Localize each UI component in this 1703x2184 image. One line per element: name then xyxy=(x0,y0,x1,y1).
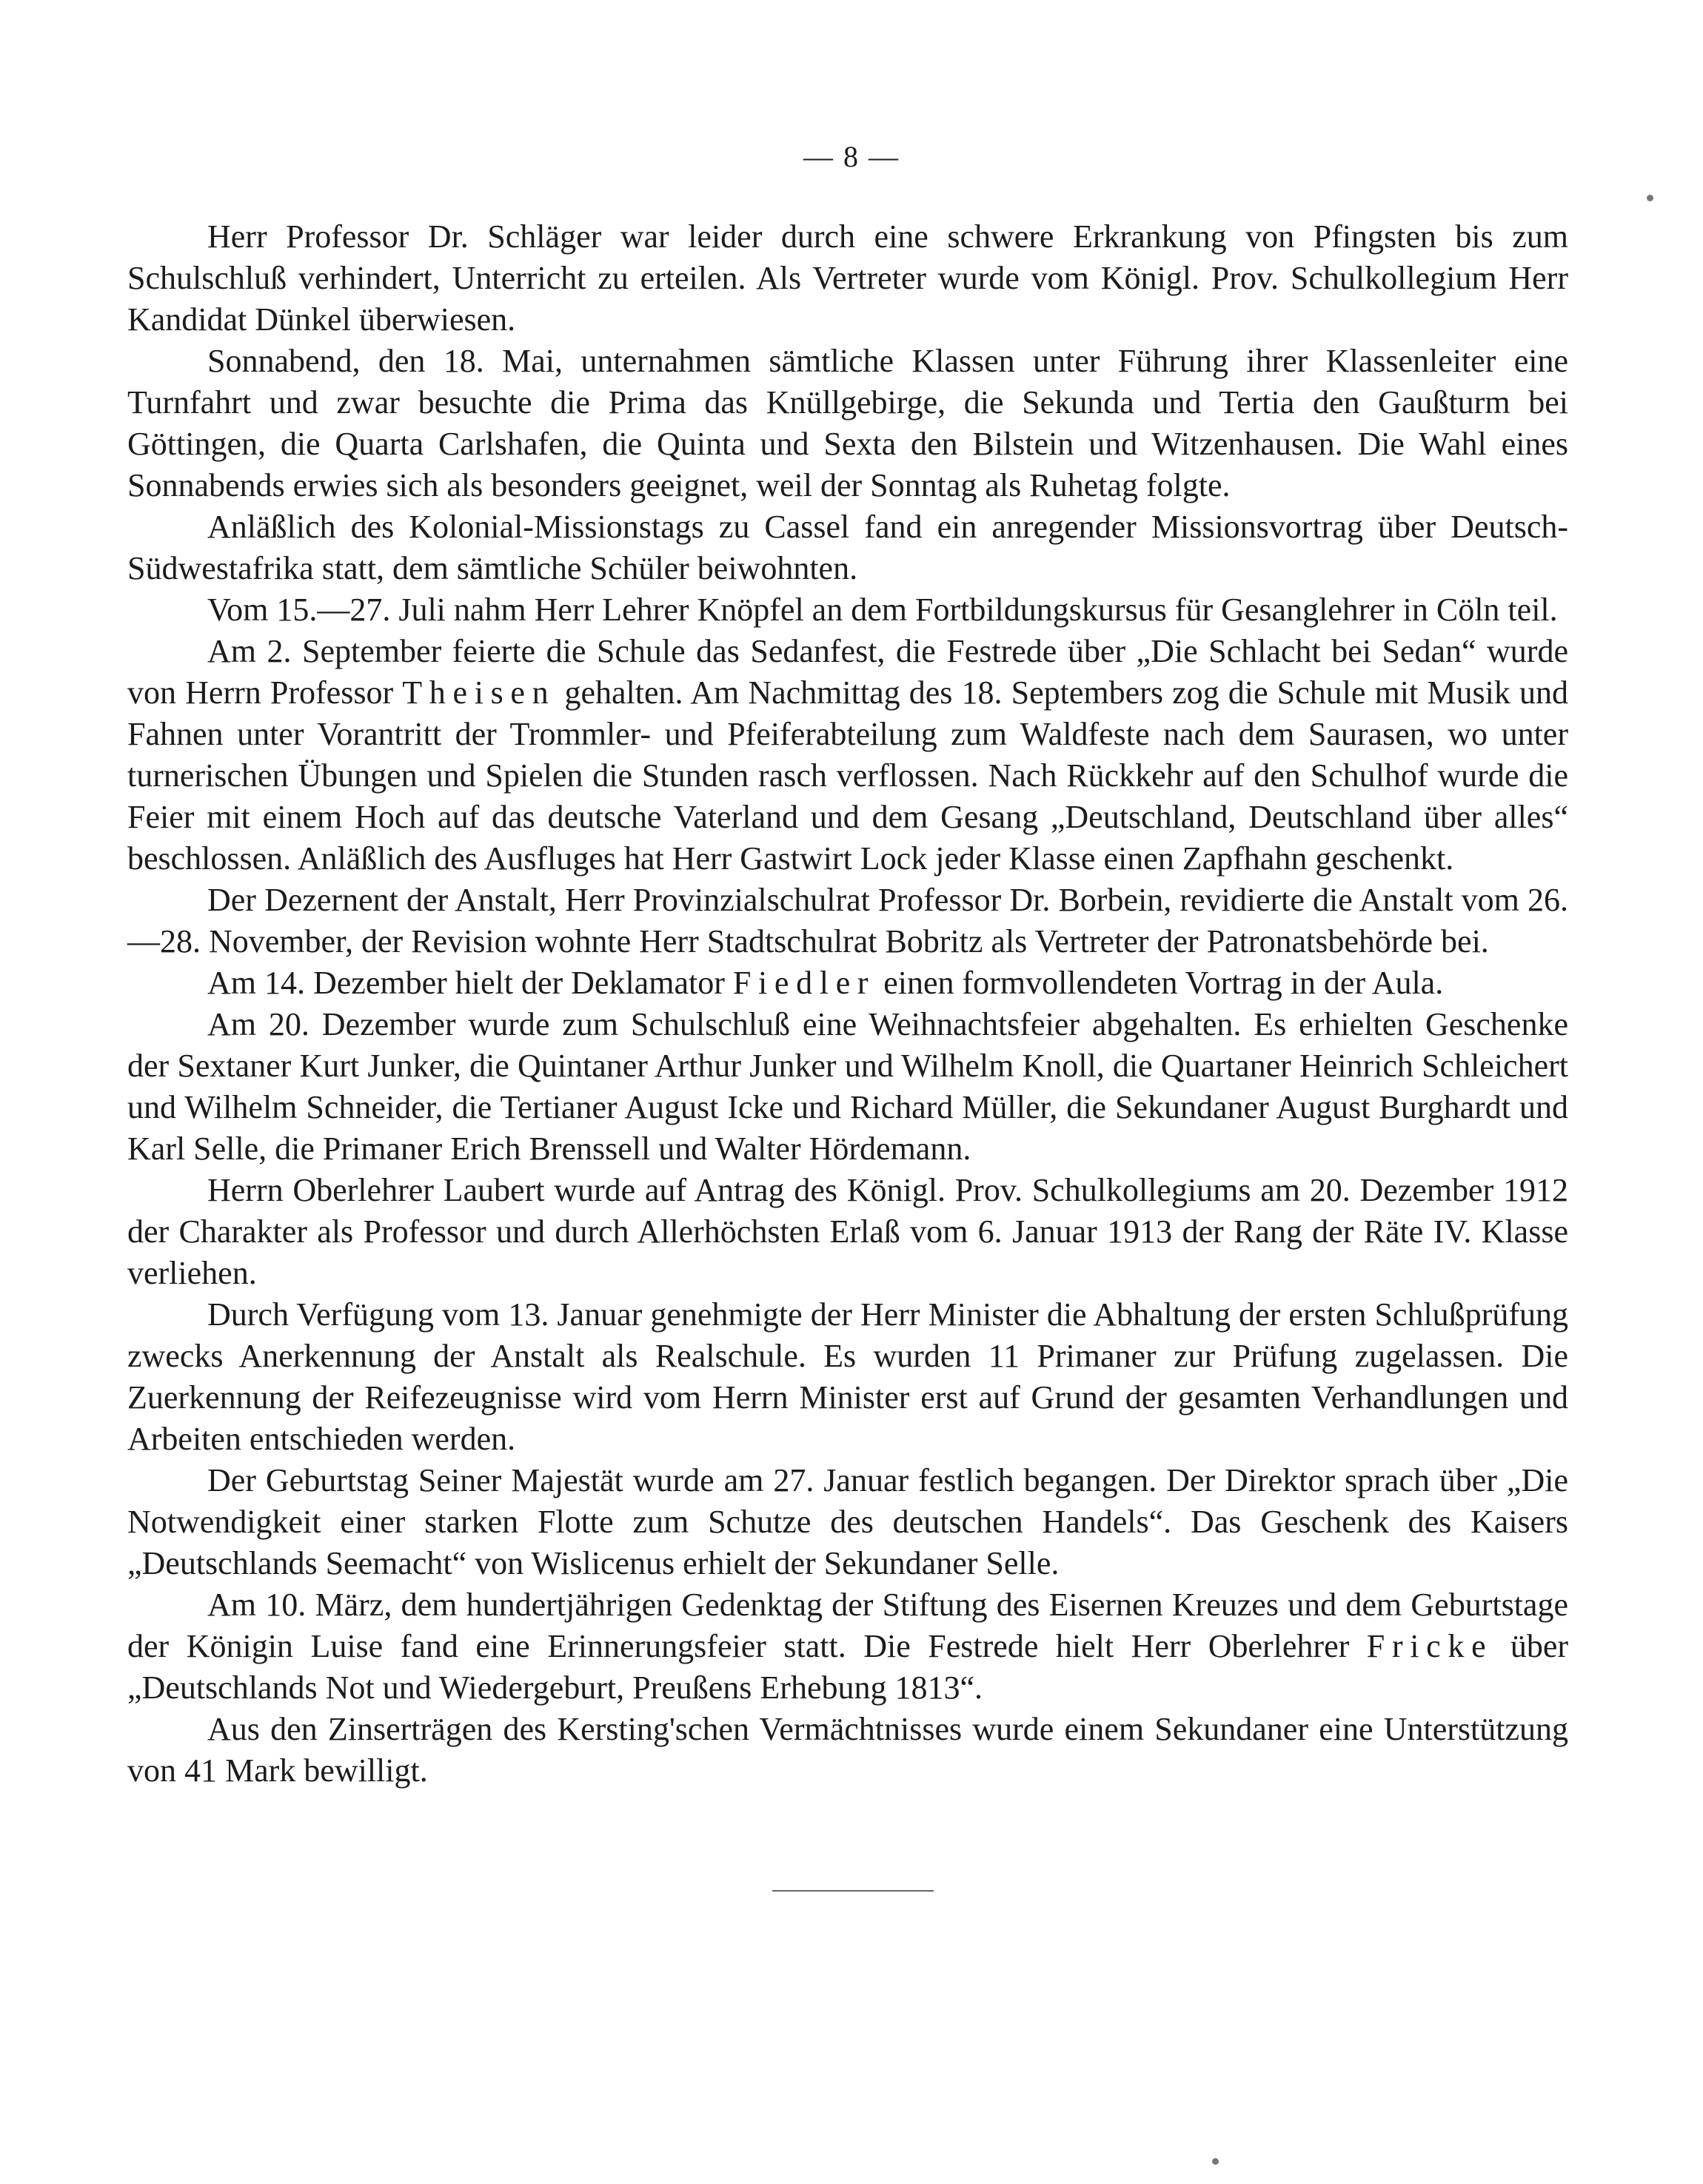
page-number: — 8 — xyxy=(803,140,900,173)
paper-speck xyxy=(1647,195,1653,201)
deklamator-text-end: einen formvollendeten Vortrag in der Aula. xyxy=(875,965,1444,1001)
end-rule xyxy=(772,1890,934,1892)
speaker-name-fricke: Fricke xyxy=(1366,1628,1493,1664)
paragraph-sedanfest xyxy=(127,631,1568,880)
paragraph-fortbildungskursus: Vom 15.—27. Juli nahm Herr Lehrer Knöpfel an dem Fortbildungskursus für Gesanglehrer in Cöln teil. xyxy=(207,592,1558,628)
paragraph-schlaeger: Herr Professor Dr. Schläger war leider durch eine schwere Erkrankung von Pfingsten bis zum Schulschluß verhindert, Unterricht zu erteilen. Als Vertreter wurde vom Königl. Prov. Schulkollegium Herr Kandidat Dünkel überwiesen. xyxy=(127,218,1568,338)
paragraph-turnfahrt: Sonnabend, den 18. Mai, unternahmen sämtliche Klassen unter Führung ihrer Klassenleiter eine Turnfahrt und zwar besuchte die Prima das Knüllgebirge, die Sekunda und Tertia den Gaußturm bei Göttingen, die Quarta Carlshafen, die Quinta und Sexta den Bilstein und Witzenhausen. Die Wahl eines Sonnabends erwies sich als besonders geeignet, weil der Sonntag als Ruhetag folgte. xyxy=(127,343,1568,503)
erinnerungsfeier-text-end: über „Deutschlands Not und Wiedergeburt, Preußens Erhebung 1813“. xyxy=(127,1628,1568,1706)
paragraph-deklamator xyxy=(127,962,1568,1004)
paragraph-vermaechtnis: Aus den Zinserträgen des Kersting'schen Vermächtnisses wurde einem Sekundaner eine Unterstützung von 41 Mark bewilligt. xyxy=(127,1711,1568,1789)
body-text xyxy=(127,216,1568,1792)
paragraph-revision: Der Dezernent der Anstalt, Herr Provinzialschulrat Professor Dr. Borbein, revidierte die Anstalt vom 26.—28. November, der Revision wohnte Herr Stadtschulrat Bobritz als Vertreter der Patronatsbehörde bei. xyxy=(127,882,1568,959)
paragraph-laubert: Herrn Oberlehrer Laubert wurde auf Antrag des Königl. Prov. Schulkollegiums am 20. Dezember 1912 der Charakter als Professor und durch Allerhöchsten Erlaß vom 6. Januar 1913 der Rang der Räte IV. Klasse verliehen. xyxy=(127,1172,1568,1291)
paragraph-geburtstag: Der Geburtstag Seiner Majestät wurde am 27. Januar festlich begangen. Der Direktor sprach über „Die Notwendigkeit einer starken Flotte zum Schutze des deutschen Handels“. Das Geschenk des Kaisers „Deutschlands Seemacht“ von Wislicenus erhielt der Sekundaner Selle. xyxy=(127,1462,1568,1581)
sedanfest-text-end: gehalten. Am Nachmittag des 18. Septembers zog die Schule mit Musik und Fahnen unter Vorantritt der Trommler- und Pfeiferabteilung zum Waldfeste nach dem Saurasen, wo unter turnerischen Übungen und Spielen die Stunden rasch verflossen. Nach Rückkehr auf den Schulhof wurde die Feier mit einem Hoch auf das deutsche Vaterland und dem Gesang „Deutschland, Deutschland über alles“ beschlossen. Anläßlich des Ausfluges hat Herr Gastwirt Lock jeder Klasse einen Zapfhahn geschenkt. xyxy=(127,674,1568,877)
sedanfest-text-start: Am 2. September feierte die Schule das Sedanfest, die Festrede über „Die Schlacht bei Sedan“ wurde von Herrn Professor xyxy=(127,633,1568,711)
deklamator-text-start: Am 14. Dezember hielt der Deklamator xyxy=(207,965,733,1001)
paragraph-erinnerungsfeier xyxy=(127,1584,1568,1709)
paragraph-weihnachtsfeier: Am 20. Dezember wurde zum Schulschluß eine Weihnachtsfeier abgehalten. Es erhielten Geschenke der Sextaner Kurt Junker, die Quintaner Arthur Junker und Wilhelm Knoll, die Quartaner Heinrich Schleichert und Wilhelm Schneider, die Tertianer August Icke und Richard Müller, die Sekundaner August Burghardt und Karl Selle, die Primaner Erich Brenssell und Walter Hördemann. xyxy=(127,1006,1568,1167)
erinnerungsfeier-text-start: Am 10. März, dem hundertjährigen Gedenktag der Stiftung des Eisernen Kreuzes und dem Geburtstage der Königin Luise fand eine Erinnerungsfeier statt. Die Festrede hielt Herr Oberlehrer xyxy=(127,1587,1568,1664)
paper-speck xyxy=(1212,2158,1219,2165)
paragraph-missionsvortrag: Anläßlich des Kolonial-Missionstags zu Cassel fand ein anregender Missionsvortrag über Deutsch-Südwestafrika statt, dem sämtliche Schüler beiwohnten. xyxy=(127,509,1568,586)
speaker-name-fiedler: Fiedler xyxy=(732,965,876,1001)
paragraph-schlusspruefung: Durch Verfügung vom 13. Januar genehmigte der Herr Minister die Abhaltung der ersten Schlußprüfung zwecks Anerkennung der Anstalt als Realschule. Es wurden 11 Primaner zur Prüfung zugelassen. Die Zuerkennung der Reifezeugnisse wird vom Herrn Minister erst auf Grund der gesamten Verhandlungen und Arbeiten entschieden werden. xyxy=(127,1296,1568,1457)
speaker-name-theisen: Theisen xyxy=(402,674,556,711)
